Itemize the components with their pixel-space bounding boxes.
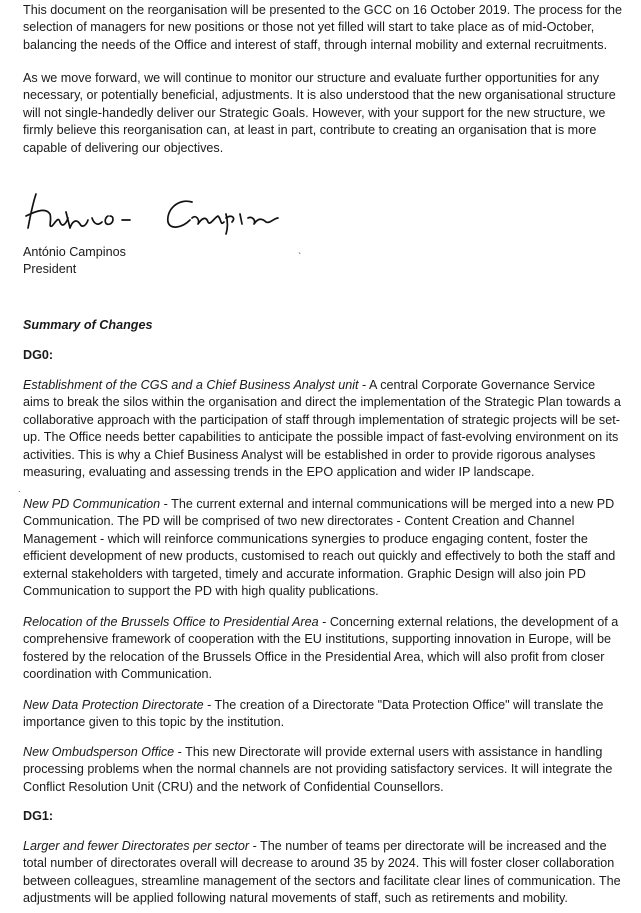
dg1-item-directorates	[23, 838, 623, 908]
dg0-item-communication-body: - The current external and internal communications will be merged into a new PD Communication. The PD will be comprised of two new directorates - Content Creation and Channel Management - which will reinforce communications synergies to produce engaging content, foster the efficient development of new products, customised to reach out quickly and effectively to both the staff and external stakeholders with targeted, timely and accurate information. Graphic Design will also join PD Communication to support the PD with high quality publications.	[23, 497, 616, 599]
scan-mark: `	[298, 252, 302, 263]
signatory-name: António Campinos	[23, 245, 126, 259]
dg1-heading: DG1:	[23, 809, 54, 823]
dg0-item-cgs-title: Establishment of the CGS and a Chief Business Analyst unit	[23, 378, 359, 392]
dg0-item-ombudsperson	[23, 744, 623, 796]
summary-heading: Summary of Changes	[23, 318, 153, 332]
dg0-item-brussels-body: - Concerning external relations, the development of a comprehensive framework of cooperation with the EU institutions, supporting innovation in Europe, will be fostered by the relocation of the Brussels Office in the Presidential Area, which will also profit from closer coordination with Communication.	[23, 615, 619, 682]
dg0-item-brussels	[23, 614, 623, 684]
dg0-item-data-protection-body: - The creation of a Directorate "Data Protection Office" will translate the importance given to this topic by the institution.	[23, 698, 604, 730]
dg0-item-communication	[23, 496, 623, 600]
signatory-block	[23, 244, 126, 279]
dg0-item-data-protection-title: New Data Protection Directorate	[23, 698, 204, 712]
dg0-item-communication-title: New PD Communication	[23, 497, 161, 511]
dg0-item-cgs	[23, 377, 623, 481]
dg0-heading: DG0:	[23, 348, 54, 362]
dg1-item-directorates-title: Larger and fewer Directorates per sector	[23, 839, 250, 853]
intro-paragraph-1: This document on the reorganisation will be presented to the GCC on 16 October 2019. The process for the selection of managers for new positions or those not yet filled will start to take place as of mid-October, balancing the needs of the Office and interest of staff, through internal mobility and external recruitments.	[23, 3, 623, 52]
dg0-item-cgs-body: - A central Corporate Governance Service aims to break the silos within the organisation and direct the implementation of the Strategic Plan towards a collaborative approach with the participation of staff through implementation of strategic projects will be set-up. The Office needs better capabilities to anticipate the possible impact of fast-evolving environment on its activities. This is why a Chief Business Analyst will be established in order to provide rigorous analyses measuring, evaluating and assessing trends in the EPO application and wider IP landscape.	[23, 378, 621, 480]
dg1-item-directorates-body: - The number of teams per directorate will be increased and the total number of directorates overall will decrease to around 35 by 2024. This will foster closer collaboration between colleagues, streamline management of the sectors and facilitate clear lines of communication. The adjustments will be applied following natural movements of staff, such as retirements and mobility.	[23, 839, 621, 906]
dg0-item-ombudsperson-title: New Ombudsperson Office	[23, 745, 175, 759]
intro-paragraph-2: As we move forward, we will continue to monitor our structure and evaluate further opportunities for any necessary, or potentially beneficial, adjustments. It is also understood that the new organisational structure will not single-handedly deliver our Strategic Goals. However, with your support for the new structure, we firmly believe this reorganisation can, at least in part, contribute to creating an organisation that is more capable of delivering our objectives.	[23, 71, 616, 155]
dg0-item-data-protection	[23, 697, 623, 732]
handwritten-signature	[22, 188, 282, 236]
signatory-title: President	[23, 262, 77, 277]
dg0-item-ombudsperson-body: - This new Directorate will provide external users with assistance in handling processing problems when the normal channels are not providing satisfactory services. It will integrate the Conflict Resolution Unit (CRU) and the network of Confidential Counsellors.	[23, 745, 613, 794]
scan-mark-2: .	[18, 484, 21, 494]
dg0-item-brussels-title: Relocation of the Brussels Office to Presidential Area	[23, 615, 319, 629]
